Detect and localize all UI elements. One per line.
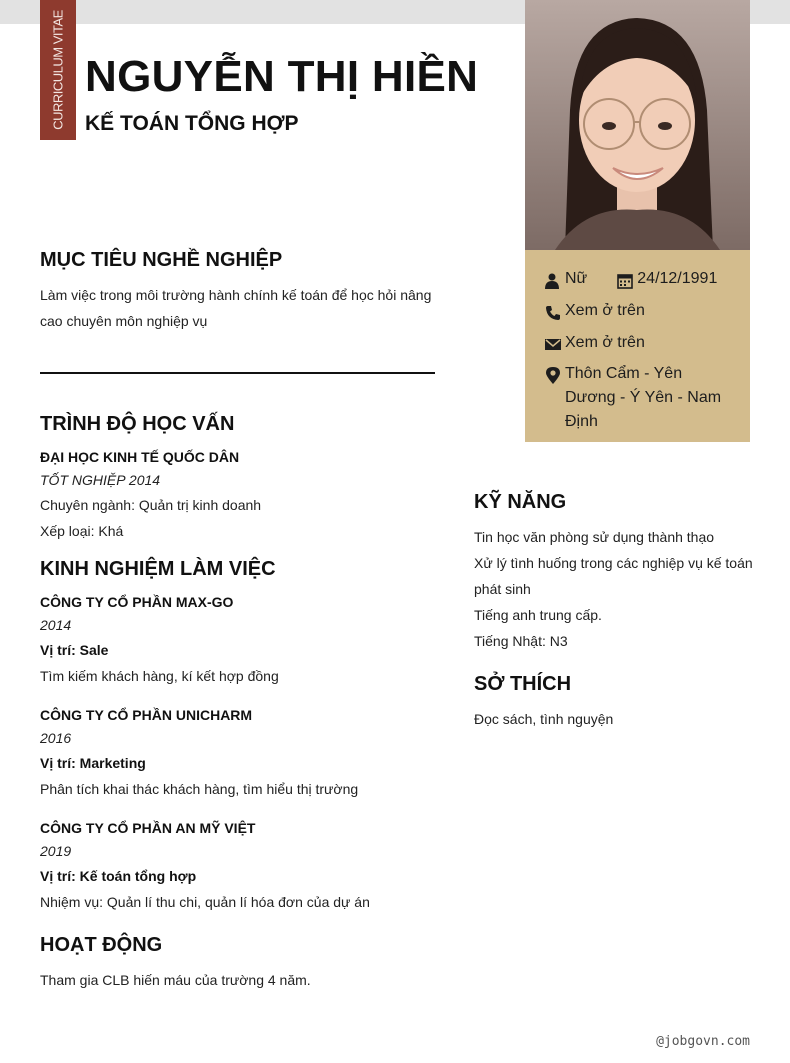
job-position: Vị trí: Kế toán tổng hợp — [40, 868, 197, 884]
job-year: 2016 — [40, 730, 72, 746]
candidate-name: NGUYỄN THỊ HIỀN — [85, 52, 479, 101]
profile-photo — [525, 0, 750, 250]
objective-text: Làm việc trong môi trường hành chính kế toán để học hỏi nâng cao chuyên môn nghiệp vụ — [40, 287, 432, 329]
section-divider — [40, 372, 435, 374]
info-row-phone — [545, 302, 732, 334]
hobbies-text: Đọc sách, tình nguyện — [474, 711, 614, 727]
job-year: 2014 — [40, 617, 72, 633]
job-description: Phân tích khai thác khách hàng, tìm hiểu thị trường — [40, 781, 359, 797]
job-company: CÔNG TY CỔ PHẦN UNICHARM — [40, 707, 253, 723]
email-value: Xem ở trên — [565, 334, 645, 351]
location-pin-icon — [545, 366, 565, 393]
job-company: CÔNG TY CỔ PHẦN MAX-GO — [40, 594, 234, 610]
experience-heading: KINH NGHIỆM LÀM VIỆC — [40, 558, 276, 580]
info-row-address — [545, 362, 732, 434]
education-grade: Xếp loại: Khá — [40, 523, 124, 539]
job-year: 2019 — [40, 843, 72, 859]
address-value: Thôn Cẩm - Yên Dương - Ý Yên - Nam Định — [565, 365, 722, 430]
activities-heading: HOẠT ĐỘNG — [40, 934, 163, 956]
personal-info-box — [525, 250, 750, 442]
job-description: Nhiệm vụ: Quản lí thu chi, quản lí hóa đơn của dự án — [40, 894, 370, 910]
school-name: ĐẠI HỌC KINH TẾ QUỐC DÂN — [40, 449, 240, 465]
skill-item: Tin học văn phòng sử dụng thành thạo — [474, 529, 715, 545]
footer-credit: @jobgovn.com — [656, 1034, 750, 1049]
phone-icon — [545, 305, 565, 326]
skill-item: Xử lý tình huống trong các nghiệp vụ kế toán phát sinh — [474, 555, 753, 597]
envelope-icon — [545, 337, 565, 356]
calendar-icon — [617, 273, 637, 294]
job-position: Vị trí: Marketing — [40, 755, 146, 771]
info-row-gender-dob — [545, 270, 732, 302]
gender-value: Nữ — [565, 270, 588, 287]
skill-item: Tiếng Nhật: N3 — [474, 633, 568, 649]
objective-heading: MỤC TIÊU NGHỀ NGHIỆP — [40, 249, 283, 271]
skills-heading: KỸ NĂNG — [474, 491, 567, 513]
phone-value: Xem ở trên — [565, 302, 645, 319]
cv-tab-label: CURRICULUM VITAE — [50, 10, 66, 130]
graduation-year: TỐT NGHIỆP 2014 — [40, 472, 161, 488]
dob-value: 24/12/1991 — [637, 270, 718, 287]
skill-item: Tiếng anh trung cấp. — [474, 607, 602, 623]
job-company: CÔNG TY CỔ PHẦN AN MỸ VIỆT — [40, 820, 256, 836]
education-major: Chuyên ngành: Quản trị kinh doanh — [40, 497, 262, 513]
hobbies-heading: SỞ THÍCH — [474, 673, 572, 695]
cv-tab — [40, 0, 76, 140]
activities-text: Tham gia CLB hiến máu của trường 4 năm. — [40, 972, 311, 988]
job-description: Tìm kiếm khách hàng, kí kết hợp đồng — [40, 668, 279, 684]
job-position: Vị trí: Sale — [40, 642, 109, 658]
candidate-role: KẾ TOÁN TỔNG HỢP — [85, 112, 299, 135]
education-heading: TRÌNH ĐỘ HỌC VẤN — [40, 413, 235, 435]
person-icon — [545, 273, 565, 294]
